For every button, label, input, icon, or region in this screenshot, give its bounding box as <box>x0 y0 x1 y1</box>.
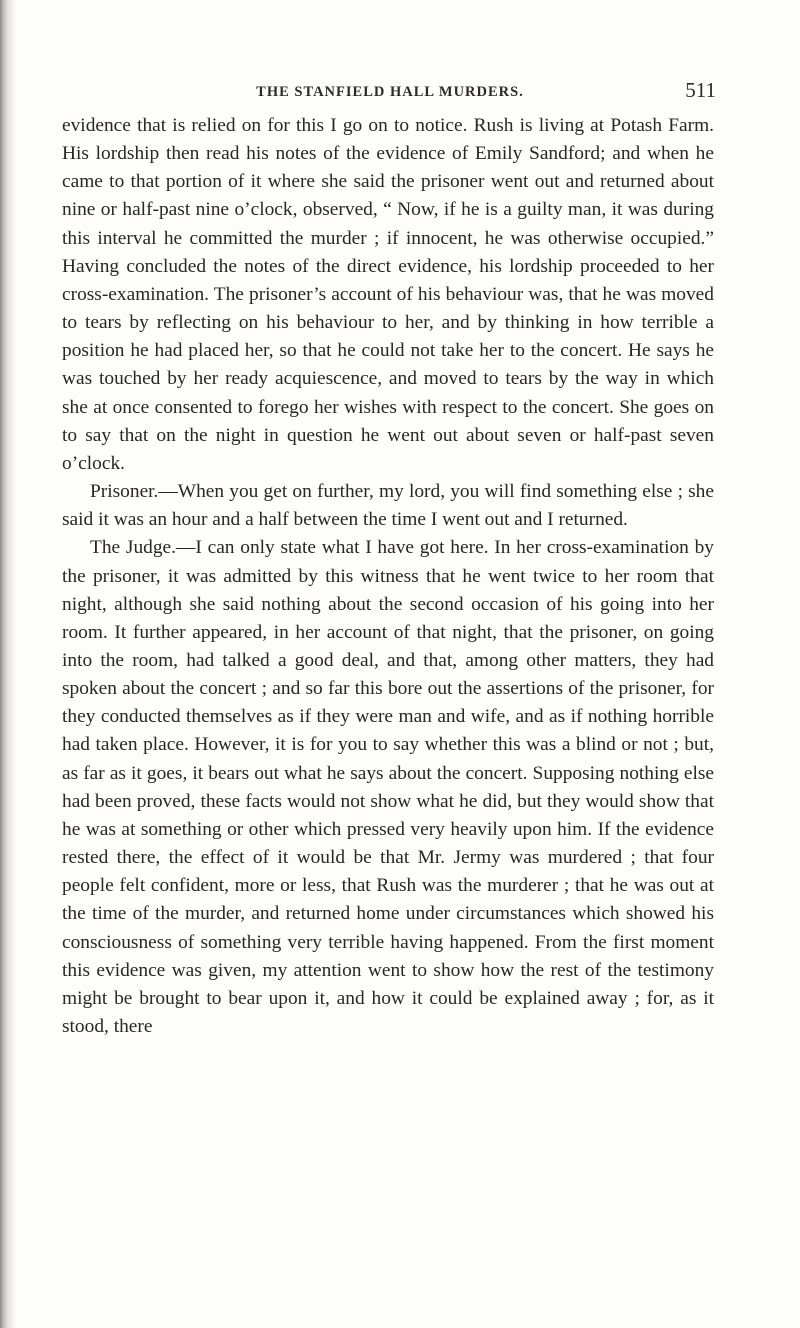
paragraph-judge: The Judge.—I can only state what I have got here. In her cross-examination by the prisoner, it was admitted by this witness that he went twice to her room that night, although she said nothing about the second occasion of his going into her room. It further appeared, in her account of that night, that the prisoner, on going into the room, had talked a good deal, and that, among other matters, they had spoken about the concert ; and so far this bore out the assertions of the prisoner, for they conducted themselves as if they were man and wife, and as if nothing horrible had taken place. However, it is for you to say whether this was a blind or not ; but, as far as it goes, it bears out what he says about the concert. Supposing nothing else had been proved, these facts would not show what he did, but they would show that he was at something or other which pressed very heavily upon him. If the evidence rested there, the effect of it would be that Mr. Jermy was murdered ; that four people felt confident, more or less, that Rush was the murderer ; that he was out at the time of the murder, and returned home under circumstances which showed his consciousness of something very terrible having happened. From the first moment this evidence was given, my attention went to show how the rest of the testimony might be brought to bear upon it, and how it could be explained away ; for, as it stood, there <box>62 537 714 1037</box>
page-number: 511 <box>685 78 716 102</box>
body-text <box>62 112 714 1041</box>
running-title: THE STANFIELD HALL MURDERS. <box>256 84 524 100</box>
binding-shadow <box>0 0 16 1328</box>
paragraph-continued: evidence that is relied on for this I go on to notice. Rush is living at Potash Farm. His lordship then read his notes of the evidence of Emily Sandford; and when he came to that portion of it where she said the prisoner went out and returned about nine or half-past nine o’clock, observed, “ Now, if he is a guilty man, it was during this interval he committed the murder ; if innocent, he was otherwise occupied.” Having concluded the notes of the direct evidence, his lordship proceeded to her cross-examination. The prisoner’s account of his behaviour was, that he was moved to tears by reflecting on his behaviour to her, and by thinking in how terrible a position he had placed her, so that he could not take her to the concert. He says he was touched by her ready acquiescence, and moved to tears by the way in which she at once consented to forego her wishes with respect to the concert. She goes on to say that on the night in question he went out about seven or half-past seven o’clock. <box>62 115 714 474</box>
page-header <box>64 78 716 108</box>
paragraph-prisoner: Prisoner.—When you get on further, my lord, you will find something else ; she said it was an hour and a half between the time I went out and I returned. <box>62 481 714 531</box>
